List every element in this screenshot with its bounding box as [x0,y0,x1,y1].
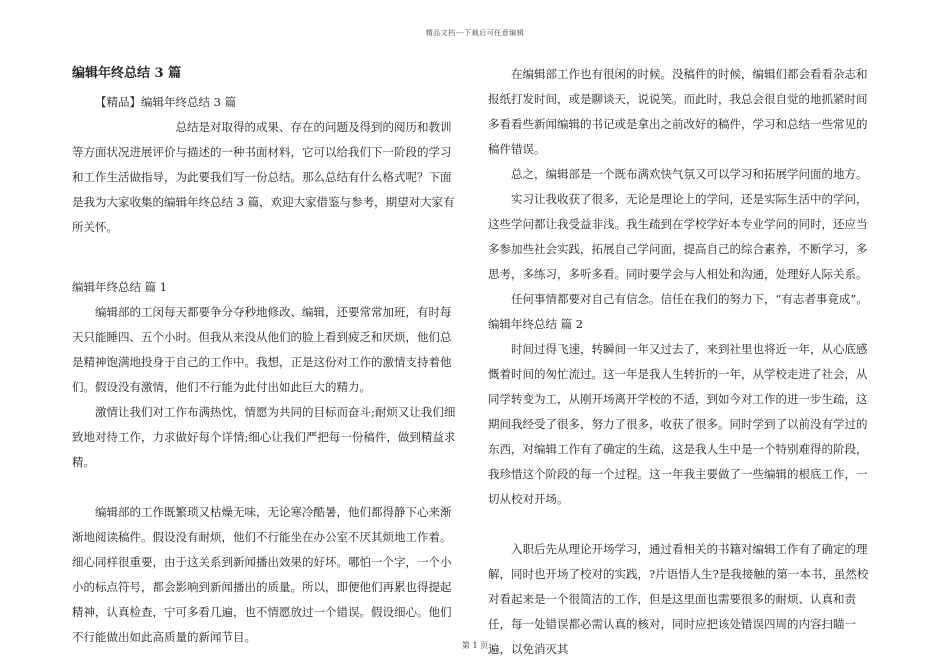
left-column [72,62,460,650]
intro-paragraph: 总结是对取得的成果、存在的问题及得到的阅历和教训等方面状况进展评价与描述的一种书面材料，它可以给我们下一阶段的学习和工作生活做指导，为此要我们写一份总结。那么总结有什么格式呢？下面是我为大家收集的编辑年终总结 3 篇，欢迎大家借鉴与参考，期望对大家有所关怀。 [72,120,455,234]
paragraph: 在编辑部工作也有很闲的时候。没稿件的时候，编辑们都会看看杂志和报纸打发时间，或是聊谈天，说说笑。而此时，我总会很自觉的地抓紧时间多看看些新闻编辑的书记或是拿出之前改好的稿件，学习和总结一些常见的稿件错误。 [488,67,868,156]
document-subtitle: 【精品】编辑年终总结 3 篇 [95,95,237,109]
paragraph: 编辑部的工闵每天都要争分夺秒地修改、编辑，还要常常加班，有时每天只能睡四、五个小时。但我从来没从他们的脸上看到疲乏和厌烦，他们总是精神饱满地投身于自己的工作中。我想，正是这份对工作的激情支持着他们。假设没有激情，他们不行能为此付出如此巨大的精力。 [72,305,452,394]
paragraph: 激情让我们对工作布满热忱，情愿为共同的目标而奋斗;耐烦又让我们细致地对待工作，力求做好每个详情;细心让我们严把每一份稿件，做到精益求精。 [72,405,456,469]
paragraph: 时间过得飞速，转瞬间一年又过去了，来到社里也将近一年，从心底感慨着时间的匆忙流过。这一年是我人生转折的一年，从学校走进了社会，从同学转变为工，从刚开场离开学校的不适，到如今对工作的进一步生疏，这期间我经受了很多，努力了很多，收获了很多。同时学到了以前没有学过的东西，对编辑工作有了确定的生疏，这是我人生中是一个特别难得的阶段，我珍惜这个阶段的每一个过程。这一年我主要做了一些编辑的根底工作，一切从校对开场。 [488,342,868,506]
spacer [72,240,460,275]
page-number: 第 1 页 [461,641,489,650]
paragraph: 实习让我收获了很多，无论是理论上的学问，还是实际生活中的学问，这些学问都让我受益非浅。我生疏到在学校学好本专业学问的同时，还应当多参加些社会实践，拓展自己学问面，提高自己的综合素养，不断学习，多思考，多练习，多听多看。同时要学会与人相处和沟通，处理好人际关系。 [488,192,868,281]
spacer [72,475,460,500]
paragraph: 总之，编辑部是一个既布满欢快气氛又可以学习和拓展学问面的地方。 [511,167,868,181]
right-column [488,62,876,662]
paragraph: 任何事情都要对自己有信念。信任在我们的努力下，“有志者事竟成”。 [511,292,868,306]
spacer [488,512,876,537]
page-header: 精品文档---下载后可任意编辑 [425,29,525,37]
paragraph: 入职后先从理论开场学习，通过看相关的书籍对编辑工作有了确定的理解，同时也开场了校对的实践，?片语悟人生?是我接触的第一本书，虽然校对看起来是一个很简洁的工作，但是这里面也需要很多的耐烦、认真和责任，每一处错误都必需认真的核对，同时应把该处错误四周的内容扫瞄一遍，以免消灭其 [488,542,869,656]
paragraph: 编辑部的工作既繁琐又枯燥无味，无论寒冷酷暑，他们都得静下心来渐渐地阅读稿件。假设没有耐烦，他们不行能坐在办公室不厌其烦地工作着。细心同样很重要，由于这关系到新闻播出效果的好坏。哪怕一个字，一个小小的标点符号，都会影响到新闻播出的质量。所以，即便他们再累也得提起精神，认真检查，宁可多看几遍，也不情愿放过一个错误。假设细心。他们不行能做出如此高质量的新闻节目。 [72,505,452,644]
document-title: 编辑年终总结 3 篇 [72,66,182,81]
section-2-heading: 编辑年终总结 篇 2 [488,317,584,331]
section-1-heading: 编辑年终总结 篇 1 [72,280,168,294]
